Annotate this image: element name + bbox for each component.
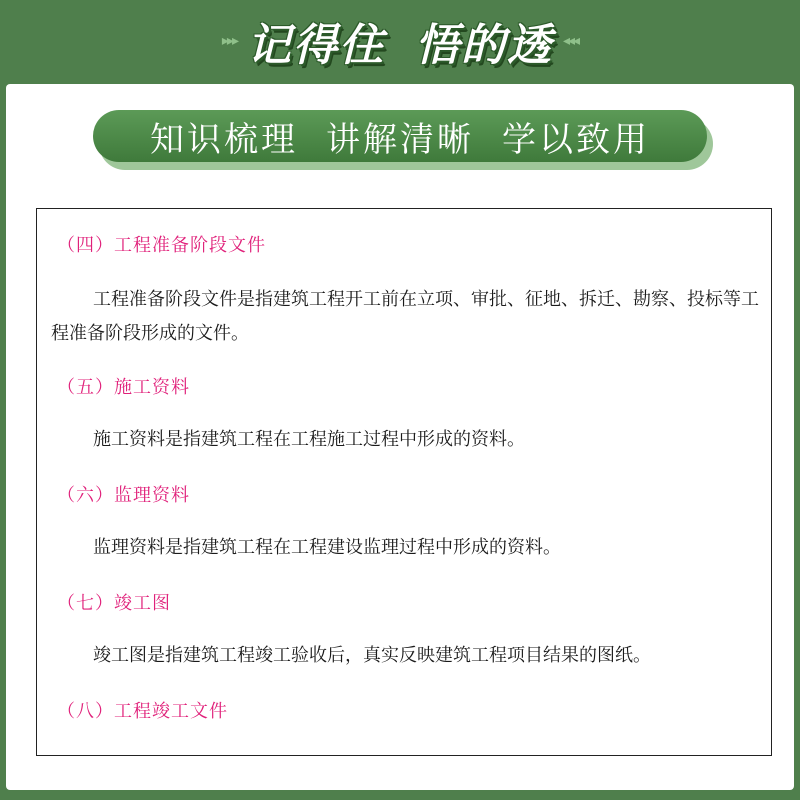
section-text-6: 监理资料是指建筑工程在工程建设监理过程中形成的资料。 [93, 537, 561, 558]
slogan-part-2: 悟的透 [415, 20, 553, 71]
section-heading-4: （四）工程准备阶段文件 [57, 235, 266, 256]
section-text-5: 施工资料是指建筑工程在工程施工过程中形成的资料。 [93, 429, 525, 450]
section-heading-7: （七）竣工图 [57, 593, 171, 614]
pill-part-3: 学以致用 [502, 119, 650, 160]
pill-part-1: 知识梳理 [150, 119, 298, 160]
slogan-part-1: 记得住 [247, 20, 385, 71]
pill-label [93, 110, 707, 162]
left-arrows-icon: ▸▸▸ [221, 33, 237, 49]
pill-part-2: 讲解清晰 [326, 119, 474, 160]
section-heading-8: （八）工程竣工文件 [57, 701, 228, 722]
right-arrows-icon: ◂◂◂ [563, 33, 579, 49]
top-banner [0, 0, 800, 82]
feature-pill [93, 110, 713, 170]
section-text-4: 工程准备阶段文件是指建筑工程开工前在立项、审批、征地、拆迁、勘察、投标等工程准备阶段形成的文件。 [51, 289, 759, 344]
slogan-headline [247, 9, 553, 73]
section-heading-6: （六）监理资料 [57, 485, 190, 506]
document-excerpt [36, 208, 772, 756]
section-heading-5: （五）施工资料 [57, 377, 190, 398]
section-text-7: 竣工图是指建筑工程竣工验收后，真实反映建筑工程项目结果的图纸。 [93, 645, 651, 666]
